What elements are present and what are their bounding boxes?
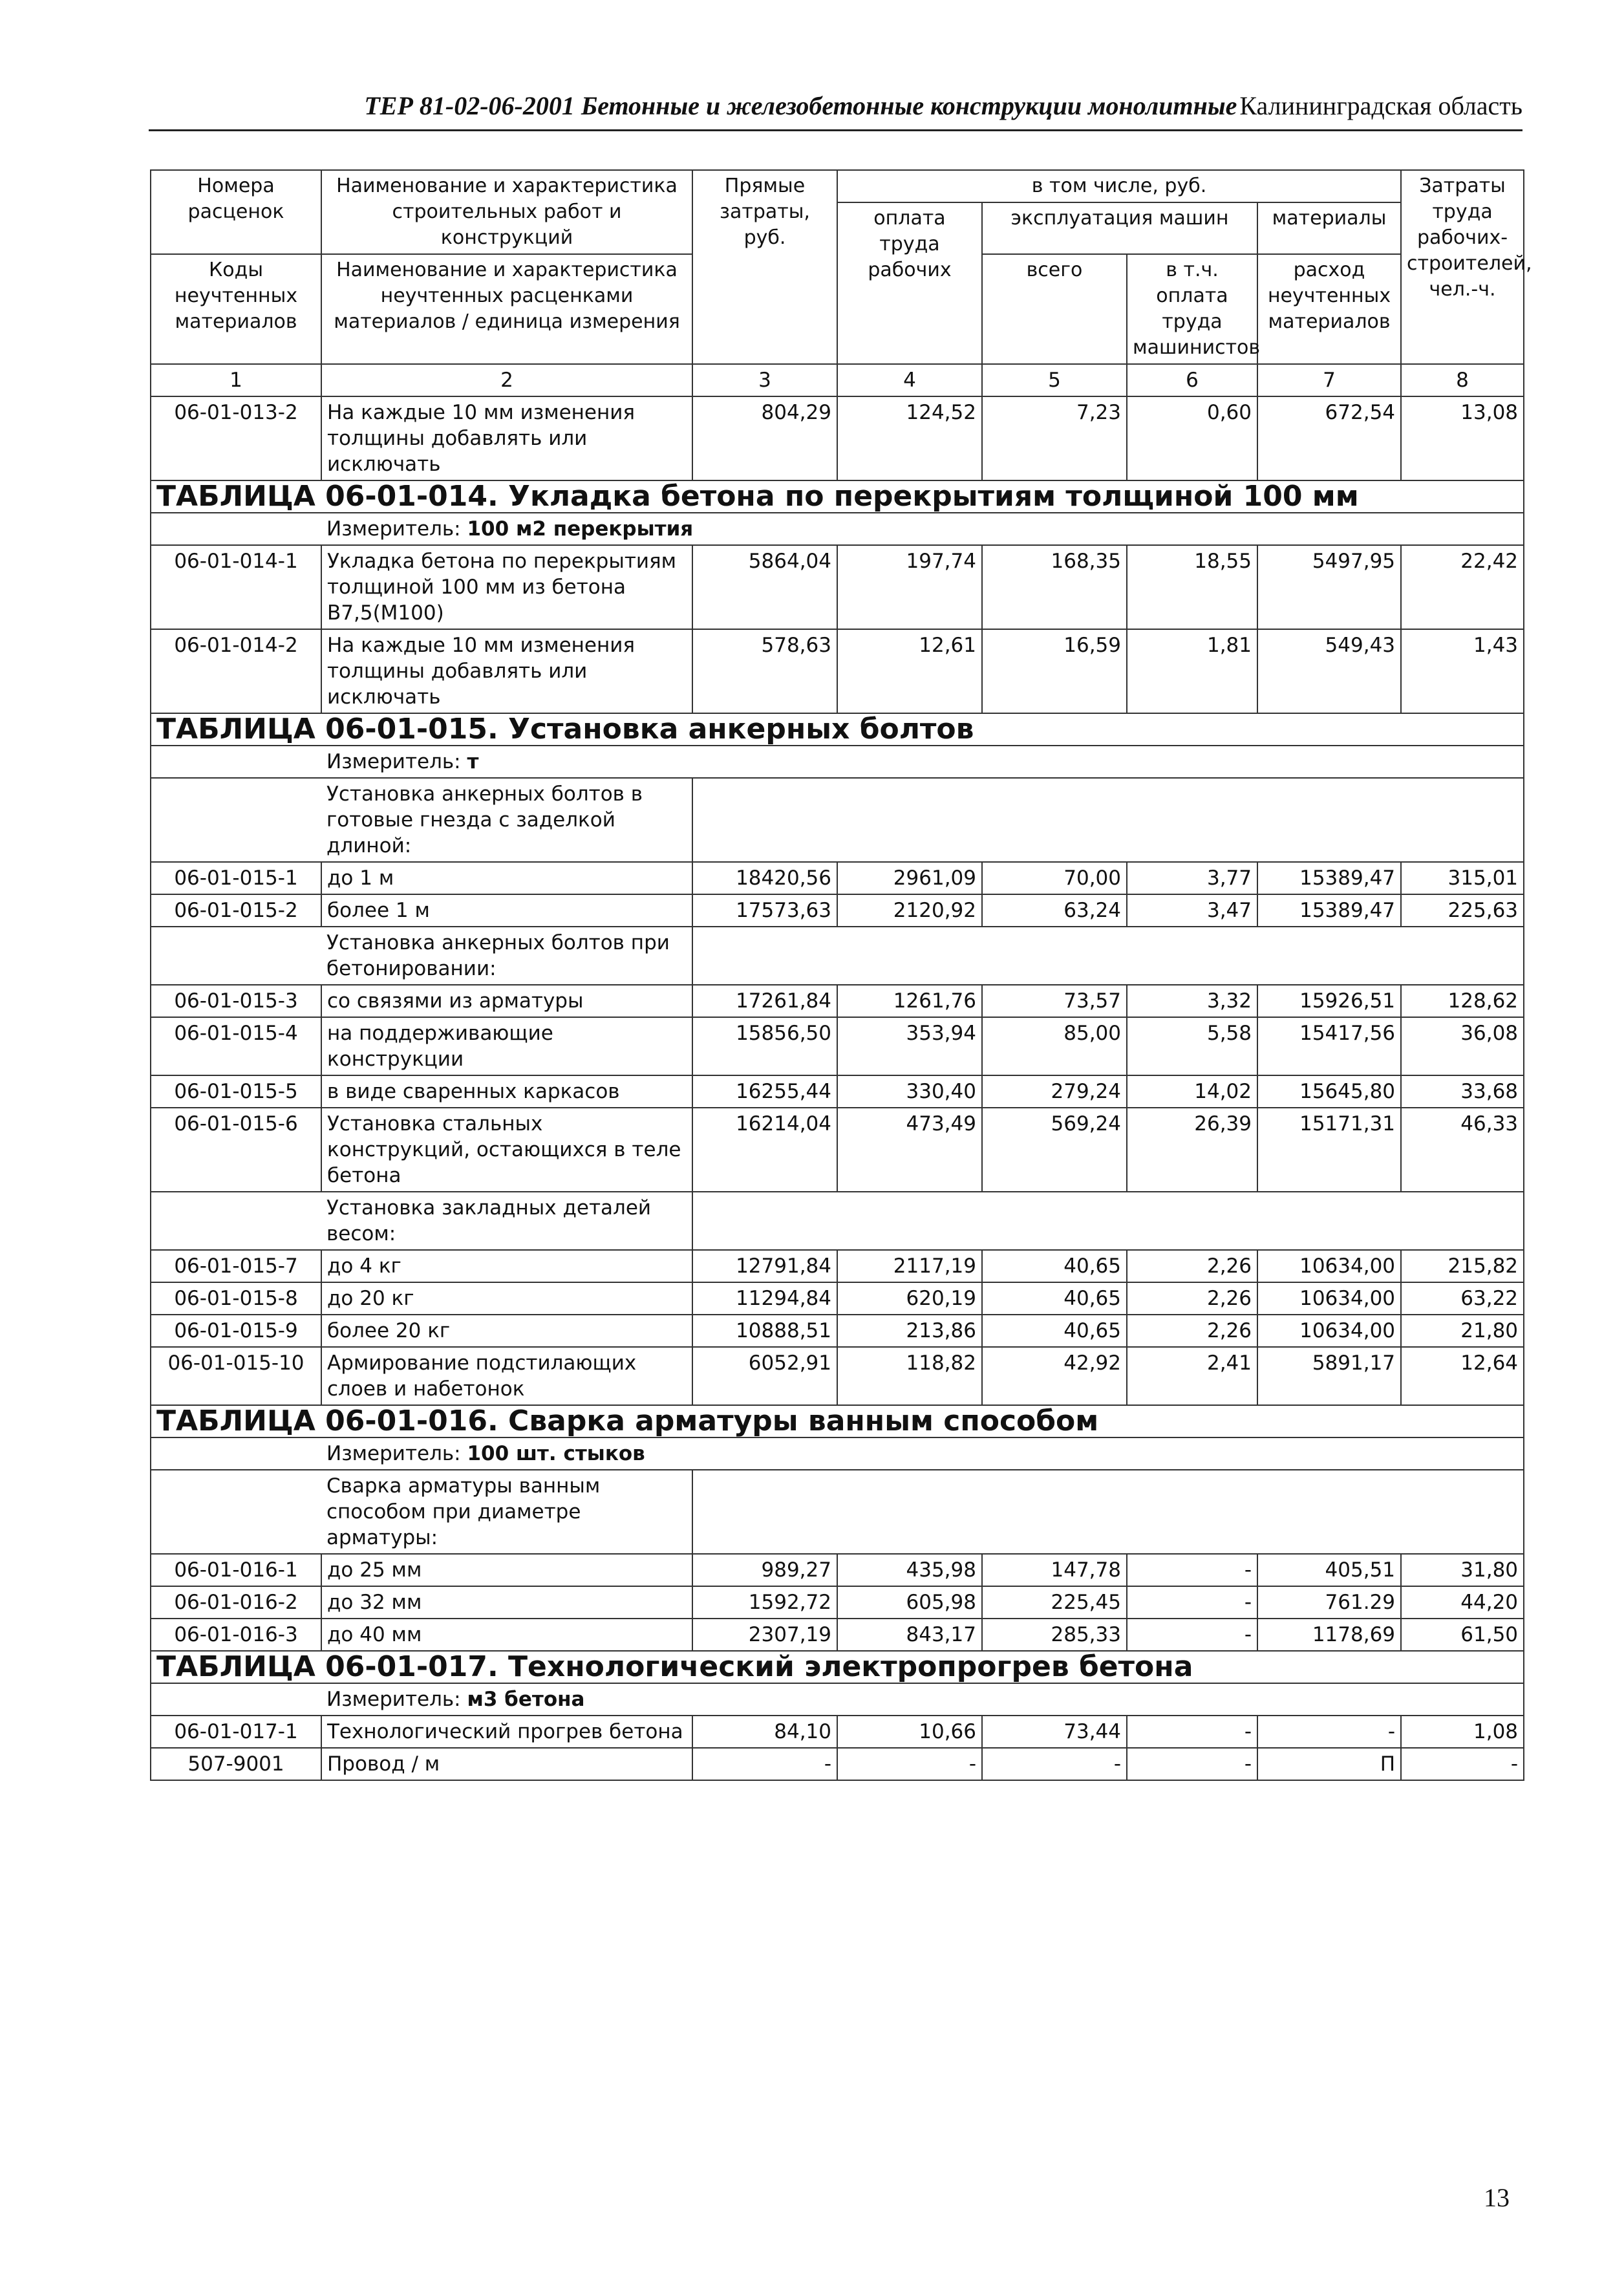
price-table-frame <box>150 169 1532 2029</box>
table-row <box>151 1075 1524 1108</box>
row-value: - <box>1401 1748 1524 1780</box>
row-value: 15926,51 <box>1257 985 1401 1017</box>
table-row <box>151 1716 1524 1748</box>
header-name-top: Наименование и характеристика строительных работ и конструкций <box>321 170 692 254</box>
section-title: ТАБЛИЦА 06-01-015. Установка анкерных болтов <box>151 713 1524 746</box>
row-name: до 1 м <box>321 862 692 894</box>
row-value: 73,57 <box>982 985 1127 1017</box>
row-value: 2,26 <box>1127 1282 1257 1315</box>
table-row <box>151 1586 1524 1619</box>
header-region: Калининградская область <box>1239 91 1522 120</box>
measure-spacer <box>151 513 321 545</box>
section-title: ТАБЛИЦА 06-01-014. Укладка бетона по перекрытиям толщиной 100 мм <box>151 480 1524 513</box>
section-title-row <box>151 713 1524 746</box>
row-value: 46,33 <box>1401 1108 1524 1192</box>
row-name: до 40 мм <box>321 1619 692 1651</box>
section-title: ТАБЛИЦА 06-01-017. Технологический электропрогрев бетона <box>151 1651 1524 1683</box>
row-code: 06-01-015-6 <box>151 1108 321 1192</box>
row-value: 63,22 <box>1401 1282 1524 1315</box>
row-value: 16,59 <box>982 629 1127 713</box>
measure-value: т <box>467 750 479 773</box>
row-value: - <box>982 1748 1127 1780</box>
row-code: 06-01-015-5 <box>151 1075 321 1108</box>
header-name-bottom: Наименование и характеристика неучтенных расценками материалов / единица измерения <box>321 254 692 364</box>
column-number: 5 <box>982 364 1127 396</box>
table-row <box>151 1250 1524 1282</box>
row-code: 06-01-016-1 <box>151 1554 321 1586</box>
table-row <box>151 1315 1524 1347</box>
section-title: ТАБЛИЦА 06-01-016. Сварка арматуры ванным способом <box>151 1405 1524 1437</box>
row-value: 118,82 <box>837 1347 982 1405</box>
row-value: 16214,04 <box>692 1108 837 1192</box>
group-label: Сварка арматуры ванным способом при диаметре арматуры: <box>321 1470 692 1554</box>
row-value: 168,35 <box>982 545 1127 629</box>
row-name: более 20 кг <box>321 1315 692 1347</box>
row-code: 06-01-015-2 <box>151 894 321 927</box>
measure-spacer <box>151 1437 321 1470</box>
row-value: 10634,00 <box>1257 1250 1401 1282</box>
row-name: Провод / м <box>321 1748 692 1780</box>
row-code: 06-01-014-2 <box>151 629 321 713</box>
header-machines-incl: в т.ч. оплата труда машинистов <box>1127 254 1257 364</box>
row-value: - <box>1127 1748 1257 1780</box>
row-value: 2307,19 <box>692 1619 837 1651</box>
measure-cell <box>321 746 1524 778</box>
table-row <box>151 862 1524 894</box>
column-number: 3 <box>692 364 837 396</box>
row-value: 2,41 <box>1127 1347 1257 1405</box>
row-value: 5891,17 <box>1257 1347 1401 1405</box>
row-value: - <box>1127 1554 1257 1586</box>
table-row <box>151 1748 1524 1780</box>
row-value: 5497,95 <box>1257 545 1401 629</box>
group-spacer <box>692 1470 1524 1554</box>
table-row <box>151 1470 1524 1554</box>
row-value: 569,24 <box>982 1108 1127 1192</box>
header-materials-bottom: расход неучтенных материалов <box>1257 254 1401 364</box>
row-value: 12,61 <box>837 629 982 713</box>
row-value: 15171,31 <box>1257 1108 1401 1192</box>
row-value: П <box>1257 1748 1401 1780</box>
price-table-body <box>151 170 1532 1780</box>
measure-label: Измеритель: <box>326 750 467 773</box>
row-value: 18420,56 <box>692 862 837 894</box>
section-title-row <box>151 1405 1524 1437</box>
row-value: 215,82 <box>1401 1250 1524 1282</box>
row-name: на поддерживающие конструкции <box>321 1017 692 1075</box>
header-labor-costs: Затраты труда рабочих-строителей, чел.-ч. <box>1401 170 1524 364</box>
row-code: 06-01-016-3 <box>151 1619 321 1651</box>
section-title-row <box>151 480 1524 513</box>
table-row <box>151 629 1524 713</box>
row-value: 804,29 <box>692 396 837 480</box>
row-value: 578,63 <box>692 629 837 713</box>
row-value: 61,50 <box>1401 1619 1524 1651</box>
table-row <box>151 1192 1524 1250</box>
row-name: На каждые 10 мм изменения толщины добавлять или исключать <box>321 629 692 713</box>
row-value: 2117,19 <box>837 1250 982 1282</box>
row-name: до 32 мм <box>321 1586 692 1619</box>
row-value: 405,51 <box>1257 1554 1401 1586</box>
measure-row <box>151 1683 1524 1716</box>
row-value: 197,74 <box>837 545 982 629</box>
header-labor-pay: оплата труда рабочих <box>837 202 982 364</box>
measure-cell <box>321 513 1524 545</box>
table-row <box>151 1017 1524 1075</box>
row-value: - <box>1127 1619 1257 1651</box>
table-row <box>151 1554 1524 1586</box>
page-header <box>149 91 1522 131</box>
row-value: 2120,92 <box>837 894 982 927</box>
table-row <box>151 985 1524 1017</box>
group-spacer <box>692 927 1524 985</box>
column-number: 2 <box>321 364 692 396</box>
row-value: 15389,47 <box>1257 862 1401 894</box>
row-value: 761.29 <box>1257 1586 1401 1619</box>
row-value: 315,01 <box>1401 862 1524 894</box>
row-value: 1,81 <box>1127 629 1257 713</box>
row-code: 06-01-014-1 <box>151 545 321 629</box>
row-code: 06-01-017-1 <box>151 1716 321 1748</box>
row-value: 2,26 <box>1127 1250 1257 1282</box>
row-value: 15645,80 <box>1257 1075 1401 1108</box>
row-name: Укладка бетона по перекрытиям толщиной 100 мм из бетона В7,5(М100) <box>321 545 692 629</box>
measure-value: м3 бетона <box>467 1688 585 1711</box>
column-number: 6 <box>1127 364 1257 396</box>
price-table <box>150 169 1532 1781</box>
row-value: 10634,00 <box>1257 1282 1401 1315</box>
group-label: Установка анкерных болтов в готовые гнезда с заделкой длиной: <box>321 778 692 862</box>
header-title: ТЕР 81-02-06-2001 Бетонные и железобетонные конструкции монолитные <box>364 91 1237 120</box>
row-name: до 25 мм <box>321 1554 692 1586</box>
table-row <box>151 927 1524 985</box>
row-value: 31,80 <box>1401 1554 1524 1586</box>
row-value: 70,00 <box>982 862 1127 894</box>
measure-label: Измеритель: <box>326 1688 467 1711</box>
row-value: 549,43 <box>1257 629 1401 713</box>
row-name: На каждые 10 мм изменения толщины добавлять или исключать <box>321 396 692 480</box>
row-name: Технологический прогрев бетона <box>321 1716 692 1748</box>
column-number: 8 <box>1401 364 1524 396</box>
measure-cell <box>321 1437 1524 1470</box>
row-value: 285,33 <box>982 1619 1127 1651</box>
header-codes-top: Номера расценок <box>151 170 321 254</box>
row-value: 1178,69 <box>1257 1619 1401 1651</box>
row-value: 16255,44 <box>692 1075 837 1108</box>
row-value: 330,40 <box>837 1075 982 1108</box>
row-code: 06-01-015-8 <box>151 1282 321 1315</box>
row-value: 18,55 <box>1127 545 1257 629</box>
table-row <box>151 545 1524 629</box>
row-value: 5,58 <box>1127 1017 1257 1075</box>
row-name: более 1 м <box>321 894 692 927</box>
table-row <box>151 1347 1524 1405</box>
row-code: 06-01-015-1 <box>151 862 321 894</box>
row-value: 843,17 <box>837 1619 982 1651</box>
table-row <box>151 778 1524 862</box>
header-machines: эксплуатация машин <box>982 202 1257 254</box>
row-value: 36,08 <box>1401 1017 1524 1075</box>
row-name: до 4 кг <box>321 1250 692 1282</box>
row-value: 1592,72 <box>692 1586 837 1619</box>
row-value: 989,27 <box>692 1554 837 1586</box>
row-value: 40,65 <box>982 1250 1127 1282</box>
row-value: - <box>1127 1586 1257 1619</box>
group-label: Установка закладных деталей весом: <box>321 1192 692 1250</box>
measure-label: Измеритель: <box>326 517 467 541</box>
row-value: 15389,47 <box>1257 894 1401 927</box>
table-row <box>151 1108 1524 1192</box>
row-value: 10,66 <box>837 1716 982 1748</box>
row-value: 147,78 <box>982 1554 1127 1586</box>
row-code: 06-01-013-2 <box>151 396 321 480</box>
row-value: 620,19 <box>837 1282 982 1315</box>
row-value: 7,23 <box>982 396 1127 480</box>
table-row <box>151 396 1524 480</box>
row-name: Установка стальных конструкций, остающихся в теле бетона <box>321 1108 692 1192</box>
measure-value: 100 м2 перекрытия <box>467 517 694 541</box>
row-value: 10888,51 <box>692 1315 837 1347</box>
row-value: 3,32 <box>1127 985 1257 1017</box>
header-direct-costs: Прямые затраты, руб. <box>692 170 837 364</box>
row-code-cell <box>151 778 321 862</box>
row-value: 3,77 <box>1127 862 1257 894</box>
row-value: 85,00 <box>982 1017 1127 1075</box>
row-value: 26,39 <box>1127 1108 1257 1192</box>
row-value: 2961,09 <box>837 862 982 894</box>
row-value: 435,98 <box>837 1554 982 1586</box>
row-code-cell <box>151 1192 321 1250</box>
row-value: 605,98 <box>837 1586 982 1619</box>
row-code: 06-01-015-3 <box>151 985 321 1017</box>
measure-spacer <box>151 1683 321 1716</box>
row-value: 21,80 <box>1401 1315 1524 1347</box>
header-machines-total: всего <box>982 254 1127 364</box>
row-value: 14,02 <box>1127 1075 1257 1108</box>
row-value: 12,64 <box>1401 1347 1524 1405</box>
row-name: в виде сваренных каркасов <box>321 1075 692 1108</box>
row-code: 06-01-016-2 <box>151 1586 321 1619</box>
row-value: 13,08 <box>1401 396 1524 480</box>
row-value: 1261,76 <box>837 985 982 1017</box>
measure-spacer <box>151 746 321 778</box>
row-value: 225,63 <box>1401 894 1524 927</box>
row-value: 33,68 <box>1401 1075 1524 1108</box>
header-codes-bottom: Коды неучтенных материалов <box>151 254 321 364</box>
measure-row <box>151 513 1524 545</box>
row-code: 06-01-015-4 <box>151 1017 321 1075</box>
row-code-cell <box>151 1470 321 1554</box>
column-number-row <box>151 364 1524 396</box>
row-value: 44,20 <box>1401 1586 1524 1619</box>
group-label: Установка анкерных болтов при бетонировании: <box>321 927 692 985</box>
row-value: 3,47 <box>1127 894 1257 927</box>
row-code: 06-01-015-7 <box>151 1250 321 1282</box>
header-including: в том числе, руб. <box>837 170 1401 202</box>
measure-row <box>151 746 1524 778</box>
row-value: 17261,84 <box>692 985 837 1017</box>
row-name: со связями из арматуры <box>321 985 692 1017</box>
row-value: 40,65 <box>982 1282 1127 1315</box>
table-row <box>151 1282 1524 1315</box>
row-value: 42,92 <box>982 1347 1127 1405</box>
group-spacer <box>692 778 1524 862</box>
row-value: 1,08 <box>1401 1716 1524 1748</box>
row-value: 84,10 <box>692 1716 837 1748</box>
row-value: 6052,91 <box>692 1347 837 1405</box>
section-title-row <box>151 1651 1524 1683</box>
row-name: до 20 кг <box>321 1282 692 1315</box>
row-value: - <box>1127 1716 1257 1748</box>
row-value: 73,44 <box>982 1716 1127 1748</box>
measure-cell <box>321 1683 1524 1716</box>
row-value: - <box>692 1748 837 1780</box>
column-number: 7 <box>1257 364 1401 396</box>
row-value: 15417,56 <box>1257 1017 1401 1075</box>
row-value: 0,60 <box>1127 396 1257 480</box>
row-code: 507-9001 <box>151 1748 321 1780</box>
table-row <box>151 1619 1524 1651</box>
row-value: 672,54 <box>1257 396 1401 480</box>
row-code: 06-01-015-10 <box>151 1347 321 1405</box>
row-value: 12791,84 <box>692 1250 837 1282</box>
row-value: - <box>1257 1716 1401 1748</box>
row-value: 213,86 <box>837 1315 982 1347</box>
header-materials: материалы <box>1257 202 1401 254</box>
row-value: 353,94 <box>837 1017 982 1075</box>
row-value: 473,49 <box>837 1108 982 1192</box>
row-value: 128,62 <box>1401 985 1524 1017</box>
table-row <box>151 894 1524 927</box>
row-name: Армирование подстилающих слоев и набетонок <box>321 1347 692 1405</box>
row-value: 17573,63 <box>692 894 837 927</box>
measure-row <box>151 1437 1524 1470</box>
column-number: 4 <box>837 364 982 396</box>
row-value: 5864,04 <box>692 545 837 629</box>
row-value: 124,52 <box>837 396 982 480</box>
row-value: 22,42 <box>1401 545 1524 629</box>
row-value: 279,24 <box>982 1075 1127 1108</box>
measure-label: Измеритель: <box>326 1442 467 1465</box>
row-value: 11294,84 <box>692 1282 837 1315</box>
row-value: 1,43 <box>1401 629 1524 713</box>
row-value: 15856,50 <box>692 1017 837 1075</box>
group-spacer <box>692 1192 1524 1250</box>
row-value: 10634,00 <box>1257 1315 1401 1347</box>
row-code: 06-01-015-9 <box>151 1315 321 1347</box>
row-code-cell <box>151 927 321 985</box>
row-value: 225,45 <box>982 1586 1127 1619</box>
row-value: - <box>837 1748 982 1780</box>
page-number: 13 <box>1484 2183 1510 2212</box>
row-value: 2,26 <box>1127 1315 1257 1347</box>
row-value: 63,24 <box>982 894 1127 927</box>
row-value: 40,65 <box>982 1315 1127 1347</box>
measure-value: 100 шт. стыков <box>467 1442 645 1465</box>
column-number: 1 <box>151 364 321 396</box>
